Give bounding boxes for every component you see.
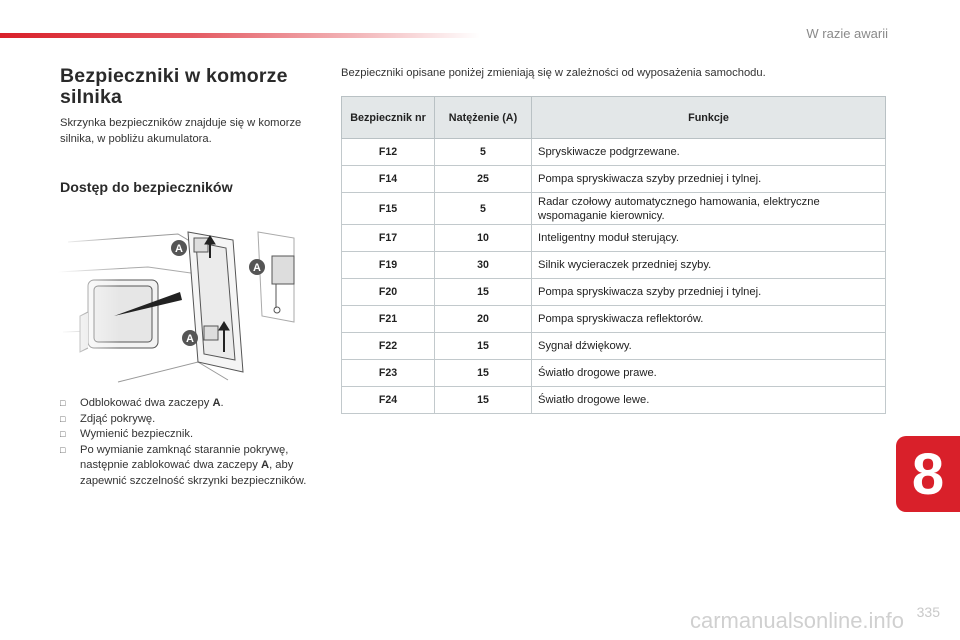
table-row [342,306,886,333]
col-header-amperage: Natężenie (A) [435,97,532,139]
cell-amperage: 20 [435,306,532,333]
cell-amperage: 15 [435,333,532,360]
table-row [342,333,886,360]
chapter-title: W razie awarii [806,26,888,41]
step-marker-icon: □ [60,444,66,455]
cell-fuse-nr: F15 [342,193,435,225]
cell-function: Inteligentny moduł sterujący. [532,225,886,252]
table-lead-text: Bezpieczniki opisane poniżej zmieniają się w zależności od wyposażenia samochodu. [341,67,766,79]
cell-function: Pompa spryskiwacza szyby przedniej i tylnej. [532,166,886,193]
cell-amperage: 25 [435,166,532,193]
step-item: □ Po wymianie zamknąć starannie pokrywę, następnie zablokować dwa zaczepy A, aby zapewnić szczelność skrzynki bezpieczników. [60,443,307,487]
table-header-row [342,97,886,139]
cell-function: Pompa spryskiwacza reflektorów. [532,306,886,333]
steps-list [60,396,310,489]
cell-amperage: 15 [435,360,532,387]
cell-function: Spryskiwacze podgrzewane. [532,139,886,166]
cell-fuse-nr: F12 [342,139,435,166]
intro-paragraph: Skrzynka bezpieczników znajduje się w komorze silnika, w pobliżu akumulatora. [60,117,302,145]
table-row [342,252,886,279]
header-accent-bar [0,33,480,38]
cell-amperage: 10 [435,225,532,252]
table-row [342,139,886,166]
cell-amperage: 30 [435,252,532,279]
chapter-number-tab: 8 [896,436,960,512]
cell-fuse-nr: F20 [342,279,435,306]
fuse-table [341,96,886,414]
step-item: □ Odblokować dwa zaczepy A. [60,396,310,412]
table-row [342,279,886,306]
table-row [342,193,886,225]
cell-function: Światło drogowe prawe. [532,360,886,387]
cell-fuse-nr: F24 [342,387,435,414]
cell-fuse-nr: F19 [342,252,435,279]
cell-amperage: 5 [435,139,532,166]
cell-amperage: 5 [435,193,532,225]
cell-amperage: 15 [435,279,532,306]
cell-fuse-nr: F23 [342,360,435,387]
page-number: 335 [916,604,940,620]
cell-function: Pompa spryskiwacza szyby przedniej i tylnej. [532,279,886,306]
access-subheading: Dostęp do bezpieczników [60,180,233,196]
cell-amperage: 15 [435,387,532,414]
section-title: Bezpieczniki w komorze silnika [60,65,288,108]
step-marker-icon: □ [60,413,66,424]
table-row [342,360,886,387]
watermark: carmanualsonline.info [690,608,905,633]
cell-fuse-nr: F21 [342,306,435,333]
cell-fuse-nr: F22 [342,333,435,360]
cell-fuse-nr: F17 [342,225,435,252]
cell-function: Silnik wycieraczek przedniej szyby. [532,252,886,279]
table-row [342,166,886,193]
table-row [342,225,886,252]
step-item: □ Wymienić bezpiecznik. [60,427,310,443]
cell-fuse-nr: F14 [342,166,435,193]
col-header-functions: Funkcje [532,97,886,139]
cell-function: Sygnał dźwiękowy. [532,333,886,360]
cell-function: Radar czołowy automatycznego hamowania, elektryczne wspomaganie kierownicy. [532,193,886,225]
step-item: □ Zdjąć pokrywę. [60,412,310,428]
table-row [342,387,886,414]
step-marker-icon: □ [60,429,66,439]
col-header-fuse-nr: Bezpiecznik nr [342,97,435,139]
cell-function: Światło drogowe lewe. [532,387,886,414]
step-marker-icon: □ [60,398,66,408]
fuse-box-illustration [58,212,306,388]
